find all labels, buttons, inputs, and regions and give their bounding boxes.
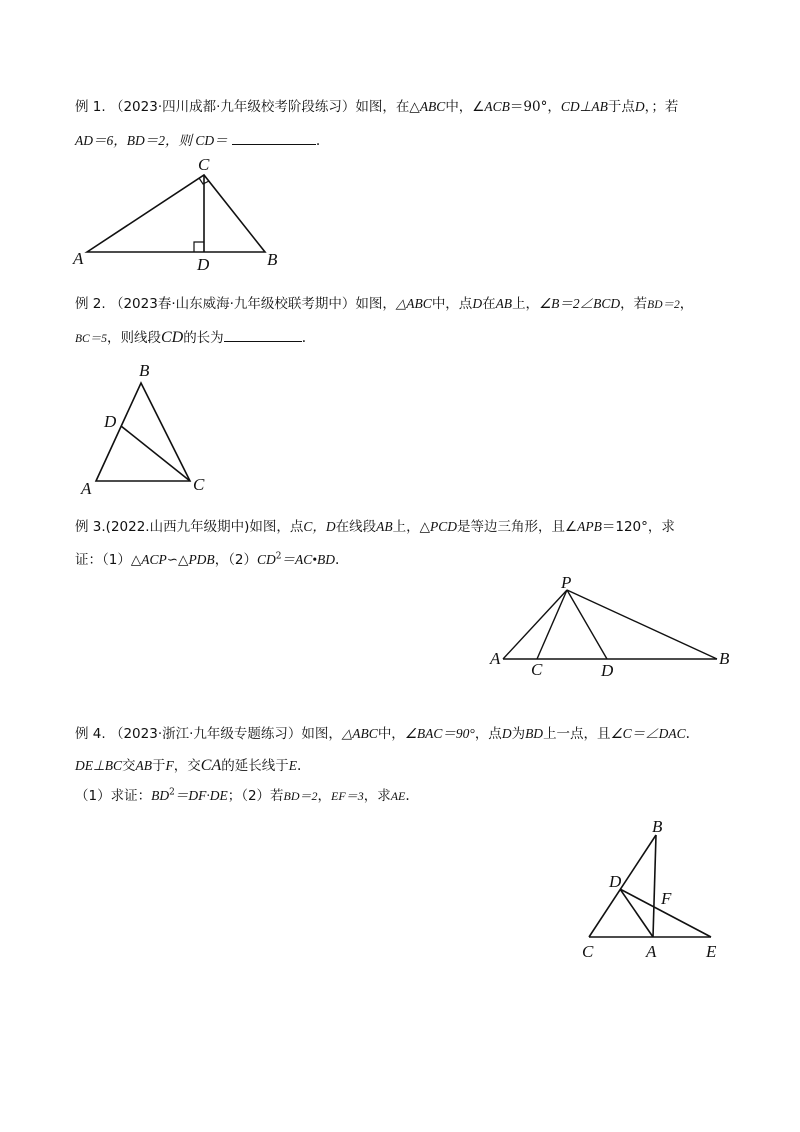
- problem-2-text: ，若: [620, 296, 648, 312]
- fig2-label-c: C: [193, 475, 205, 494]
- problem-3-text: 证：（1）△: [75, 552, 142, 568]
- segment-ba: [653, 835, 656, 937]
- problem-4-square: 2: [169, 787, 175, 798]
- fig4-label-d: D: [609, 872, 622, 891]
- problem-4-comma: ，: [317, 788, 332, 804]
- problem-3-triangle: PCD: [430, 519, 458, 534]
- fig4-label-a: A: [646, 942, 657, 961]
- problem-4-text: 上一点，且: [543, 726, 611, 742]
- problem-1-perp: CD⊥AB: [560, 99, 608, 114]
- fig2-label-b: B: [139, 361, 150, 380]
- problem-3-text: ，（2）: [214, 552, 258, 568]
- problem-1-end: .: [315, 133, 321, 149]
- problem-4-point: D: [501, 726, 512, 741]
- problem-4-ca: CA: [200, 757, 222, 774]
- problem-3-text: 在线段: [335, 519, 377, 535]
- problem-4-ae: AE: [390, 789, 406, 803]
- problem-4-condition-2: ∠C＝∠DAC: [610, 726, 686, 741]
- problem-4-triangle: △ABC: [341, 726, 378, 741]
- fig4-label-b: B: [652, 817, 663, 836]
- problem-4-text: 如图，: [301, 726, 342, 742]
- problem-1-text: ，；若: [644, 99, 679, 115]
- fig2-label-a: A: [81, 479, 92, 498]
- problem-2-cd: CD: [160, 329, 184, 346]
- problem-2-point: D: [472, 296, 483, 311]
- problem-3-text: ＝120°，求: [601, 519, 675, 535]
- problem-3-segment: AB: [376, 519, 393, 534]
- problem-2-text: 上，: [512, 296, 540, 312]
- fig4-label-e: E: [706, 942, 717, 961]
- problem-1-given: AD＝6，BD＝2，则 CD＝: [75, 133, 228, 148]
- fig3-label-b: B: [719, 649, 730, 668]
- problem-4-proof-rhs: ＝DF·DE: [174, 788, 228, 803]
- problem-3-text: 是等边三角形，且∠: [457, 519, 578, 535]
- problem-4-end: .: [405, 788, 410, 804]
- problem-2-triangle: △ABC: [395, 296, 432, 311]
- problem-2-label: 例 2.: [75, 296, 106, 312]
- problem-4-text: 中，: [377, 726, 405, 742]
- problem-1-source: （2023·四川成都·九年级校考阶段练习）: [109, 99, 356, 115]
- fig3-label-p: P: [561, 573, 572, 592]
- problem-4-text: 于: [152, 758, 166, 774]
- fig3-label-a: A: [490, 649, 501, 668]
- fig3-label-d: D: [601, 661, 614, 680]
- problem-2-text: 在: [482, 296, 496, 312]
- problem-3-sim: ∽△: [166, 552, 189, 568]
- problem-4-e: E: [288, 758, 297, 773]
- problem-2-bd: BD＝2: [647, 299, 680, 311]
- fig4-label-f: F: [661, 889, 672, 908]
- problem-4-text: ，求: [363, 788, 391, 804]
- problem-4-proof-lhs: BD: [151, 788, 170, 803]
- problem-4-segment: BD: [525, 726, 544, 741]
- problem-4-text: 为: [511, 726, 526, 742]
- problem-1-text: 如图，在△: [355, 99, 420, 115]
- problem-4-text: 的延长线于: [221, 758, 289, 774]
- problem-3-rhs: ＝AC•BD: [281, 552, 336, 567]
- problem-4-f: F: [165, 758, 174, 773]
- problem-3-tri1: ACP: [141, 552, 167, 567]
- problem-3-text: 上，△: [392, 519, 431, 535]
- problem-2-segment: AB: [495, 296, 513, 311]
- problem-2-text: 如图，: [355, 296, 396, 312]
- fig2-label-d: D: [104, 412, 117, 431]
- problem-1-text: 于点: [607, 99, 635, 115]
- problem-4-text: ，交: [173, 758, 201, 774]
- fig4-label-c: C: [582, 942, 594, 961]
- problem-4-end: .: [685, 726, 690, 742]
- problem-2-comma: ，: [679, 296, 694, 312]
- problem-1-point: D: [634, 99, 645, 114]
- problem-3-square: 2: [275, 551, 282, 562]
- problem-4-bd: BD＝2: [283, 789, 318, 803]
- problem-4-source: （2023·浙江·九年级专题练习）: [109, 726, 302, 742]
- problem-4-text: ，点: [474, 726, 502, 742]
- fig1-label-b: B: [267, 250, 278, 269]
- problem-3-text: 如图，点: [249, 519, 304, 535]
- problem-2-end: .: [301, 330, 306, 346]
- fig1-label-c: C: [198, 155, 210, 174]
- problem-3-label: 例 3.: [75, 519, 106, 535]
- problem-2-text: ，则线段: [106, 330, 161, 346]
- segment-cb: [589, 835, 656, 937]
- fig1-label-d: D: [197, 255, 210, 274]
- problem-3-tri2: PDB: [188, 552, 215, 567]
- problem-3-points: C，D: [303, 519, 336, 534]
- problem-4-ef: EF＝3: [331, 789, 364, 803]
- problem-1-text: ＝90°，: [509, 99, 561, 115]
- problem-4-text: ；（2）若: [227, 788, 284, 804]
- problem-2-source: （2023春·山东威海·九年级校联考期中）: [109, 296, 356, 312]
- problem-2-bc: BC＝5: [75, 333, 107, 345]
- problem-1-angle: ACB: [484, 99, 510, 114]
- problem-3-source: (2022.山西九年级期中): [105, 519, 250, 535]
- problem-2-text: 中，点: [431, 296, 473, 312]
- fig3-label-c: C: [531, 660, 543, 679]
- problem-1-triangle: ABC: [419, 99, 446, 114]
- problem-2-text: 的长为: [183, 330, 224, 346]
- problem-4-label: 例 4.: [75, 726, 106, 742]
- problem-3-cd: CD: [257, 552, 276, 567]
- problem-4-condition-1: ∠BAC＝90°: [404, 726, 475, 741]
- problem-4-text: 交: [122, 758, 136, 774]
- segment-da: [620, 889, 653, 937]
- problem-4-text: （1）求证：: [75, 788, 152, 804]
- problem-1-text: 中，∠: [445, 99, 485, 115]
- problem-1-label: 例 1.: [75, 99, 106, 115]
- problem-2-condition: ∠B＝2∠BCD: [539, 296, 621, 311]
- problem-4-ab: AB: [135, 758, 153, 773]
- problem-4-end: .: [296, 758, 302, 774]
- problem-3-end: .: [335, 552, 340, 568]
- problem-4-perp: DE⊥BC: [75, 758, 123, 773]
- fig1-label-a: A: [73, 249, 84, 268]
- problem-3-angle: APB: [577, 519, 602, 534]
